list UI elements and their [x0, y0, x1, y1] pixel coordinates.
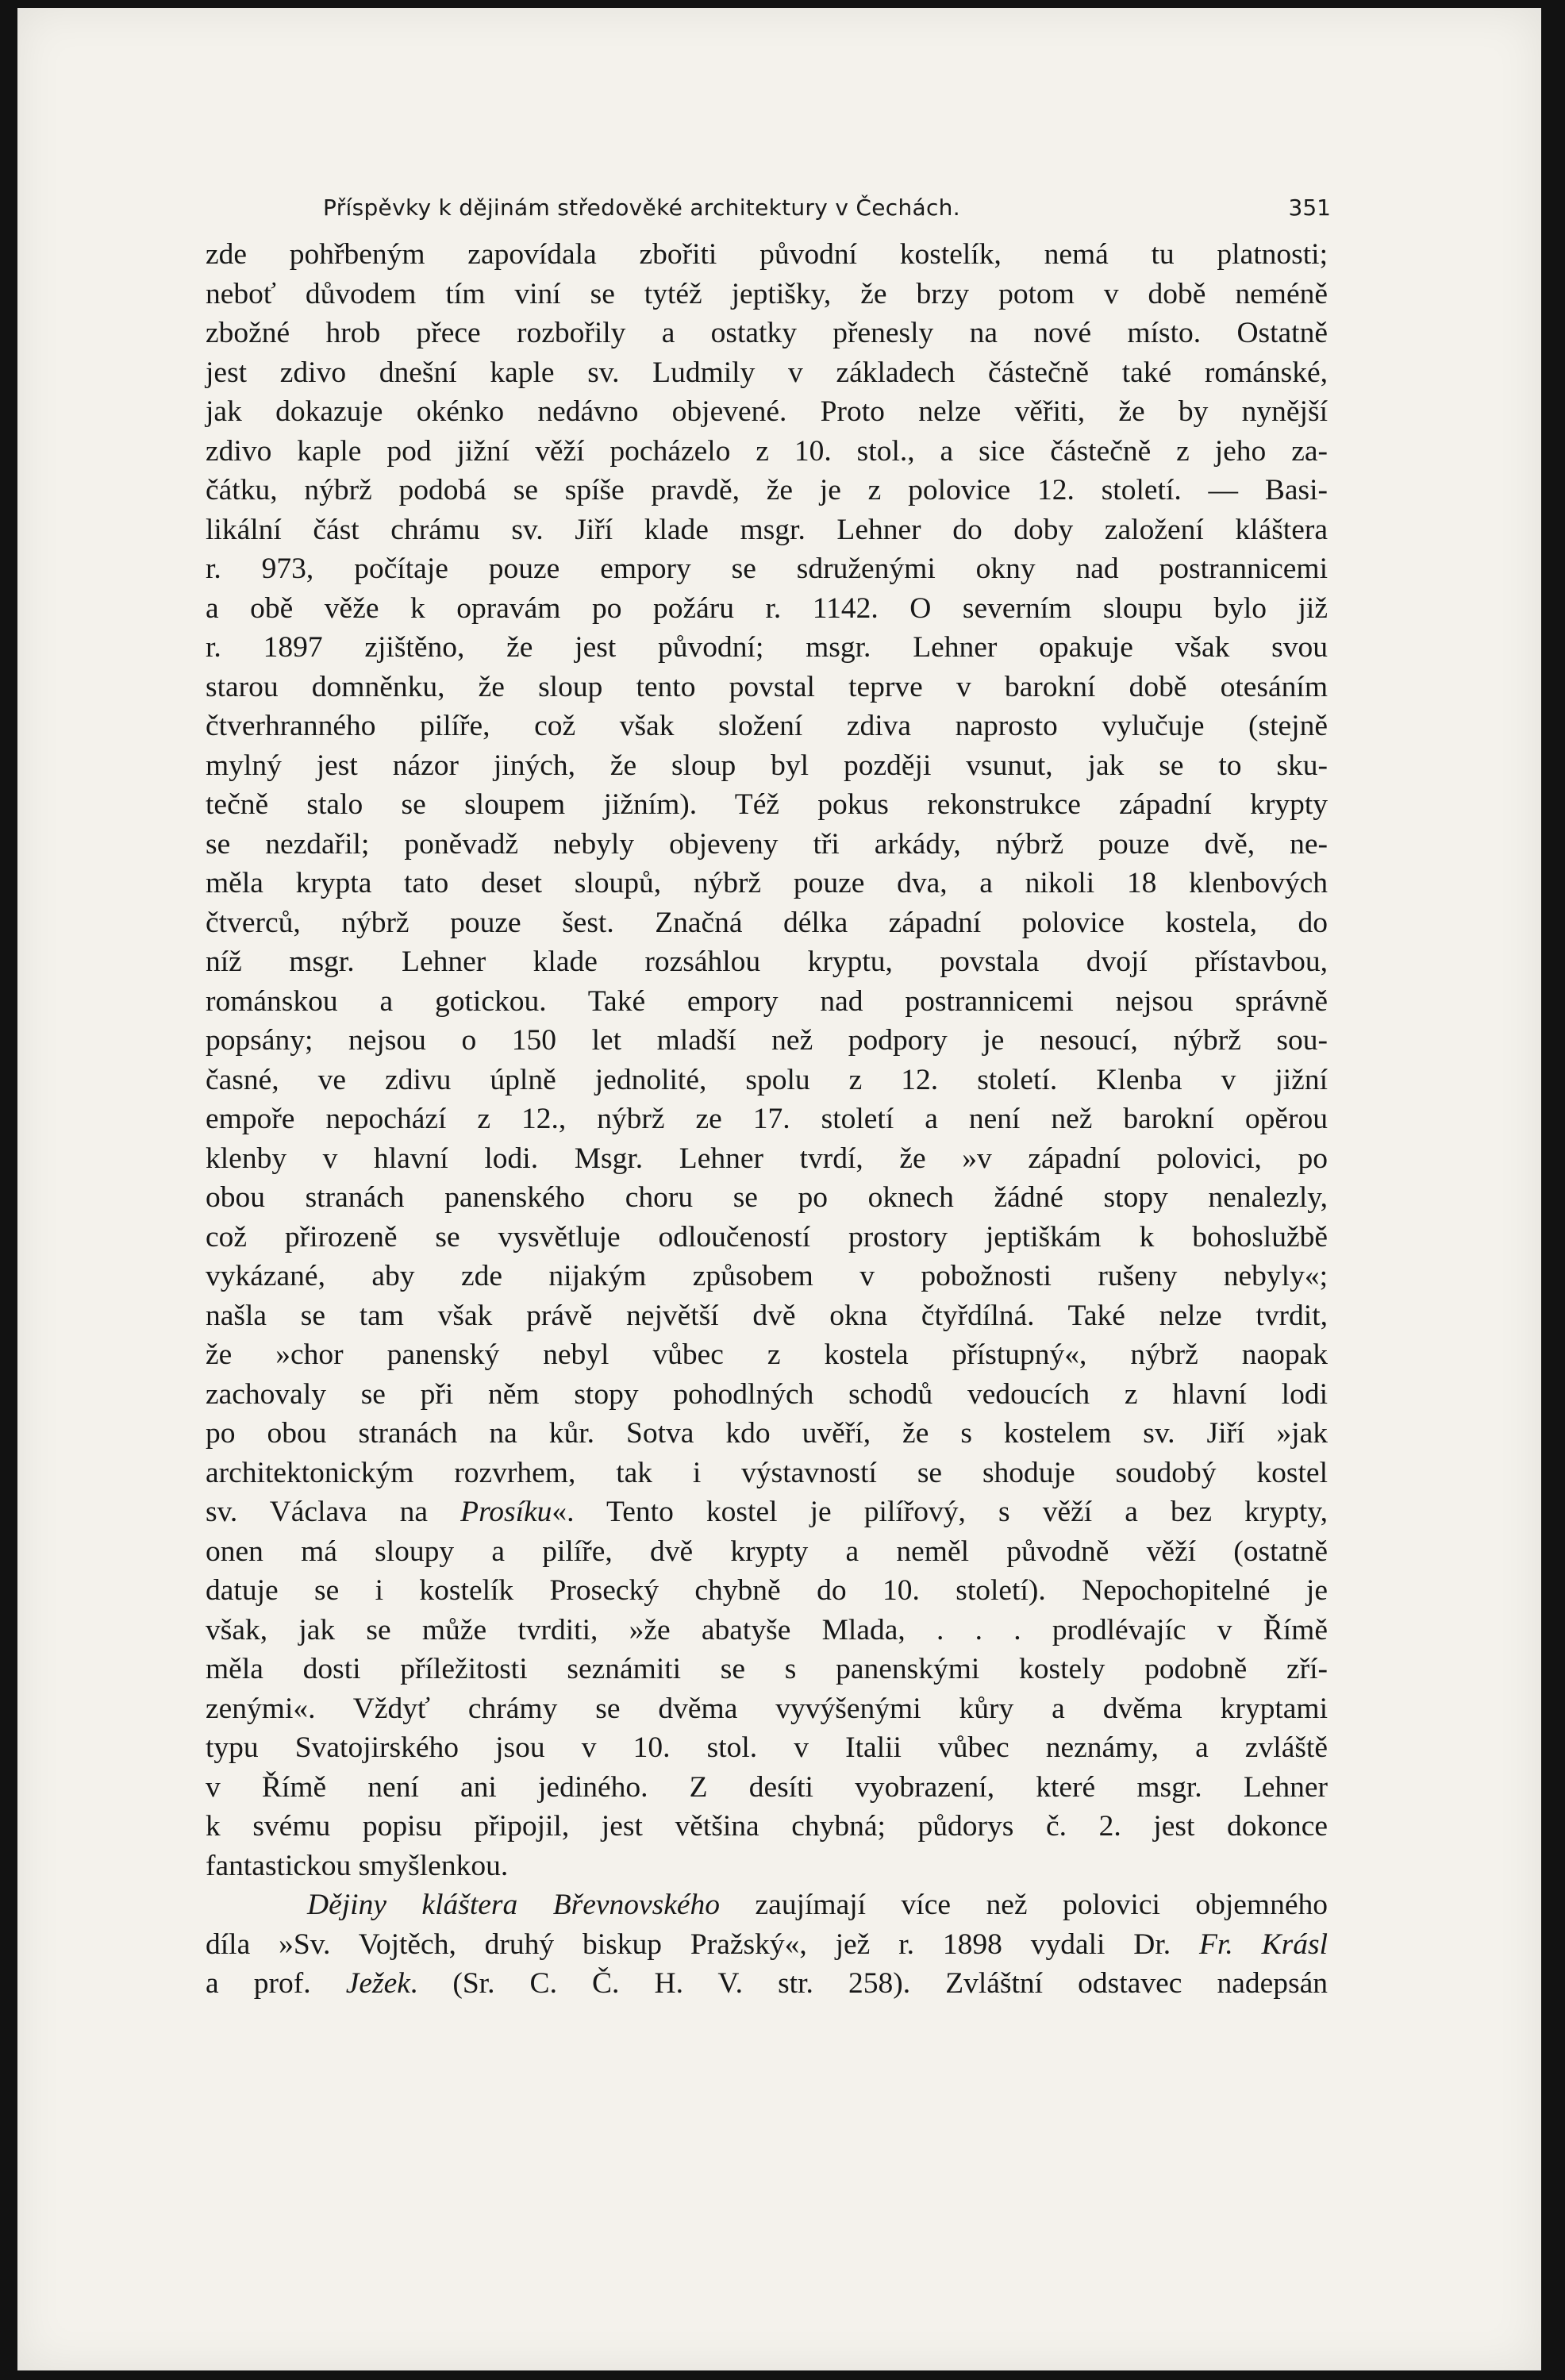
text-segment: zaujímají více než polovici objemného [720, 1889, 1328, 1921]
text-line: zachovaly se při něm stopy pohodlných schodů vedoucích z hlavní lodi [206, 1377, 1328, 1411]
text-line-last: fantastickou smyšlenkou. [206, 1849, 509, 1882]
text-line: v Římě není ani jediného. Z desíti vyobrazení, které msgr. Lehner [206, 1770, 1328, 1804]
text-line: měla krypta tato deset sloupů, nýbrž pouze dva, a nikoli 18 klenbových [206, 867, 1328, 899]
text-line: románskou a gotickou. Také empory nad postrannicemi nejsou správně [206, 984, 1328, 1018]
text-line-indented [206, 1885, 1328, 1925]
text-line: k svému popisu připojil, jest většina chybná; půdorys č. 2. jest dokonce [206, 1810, 1328, 1843]
text-line: klenby v hlavní lodi. Msgr. Lehner tvrdí, že »v západní polovici, po [206, 1142, 1328, 1175]
text-line: vykázané, aby zde nijakým způsobem v pobožnosti rušeny nebyly«; [206, 1260, 1328, 1292]
book-page [17, 8, 1541, 2370]
text-line: zenými«. Vždyť chrámy se dvěma vyvýšenými kůry a dvěma kryptami [206, 1692, 1328, 1725]
text-segment: díla »Sv. Vojtěch, druhý biskup Pražský«, jež r. 1898 vydali Dr. [206, 1927, 1200, 1961]
text-line: r. 973, počítaje pouze empory se sdruženými okny nad postrannicemi [206, 553, 1328, 585]
text-line: po obou stranách na kůr. Sotva kdo uvěří, že s kostelem sv. Jiří »jak [206, 1417, 1328, 1450]
text-line: datuje se i kostelík Prosecký chybně do 10. století). Nepochopitelné je [206, 1574, 1328, 1607]
text-line: čtverců, nýbrž pouze šest. Značná délka západní polovice kostela, do [206, 906, 1328, 939]
text-line: což přirozeně se vysvětluje odloučeností prostory jeptiškám k bohoslužbě [206, 1220, 1328, 1254]
body-text [206, 235, 1328, 2004]
text-segment: a prof. [206, 1967, 346, 2000]
text-line: jest zdivo dnešní kaple sv. Ludmily v základech částečně také románské, [206, 356, 1328, 389]
italic-author-name: Ježek [345, 1967, 410, 2000]
page-header [204, 194, 1331, 226]
text-line: zdivo kaple pod jižní věží pocházelo z 10. stol., a sice částečně z jeho za- [206, 434, 1328, 468]
text-line: zde pohřbeným zapovídala zbořiti původní kostelík, nemá tu platnosti; [206, 238, 1328, 271]
text-line: mylný jest názor jiných, že sloup byl později vsunut, jak se to sku- [206, 749, 1328, 782]
text-line [206, 1925, 1328, 1965]
text-segment: . (Sr. C. Č. H. V. str. 258). Zvláštní odstavec nadepsán [410, 1967, 1328, 2000]
text-line: časné, ve zdivu úplně jednolité, spolu z 12. století. Klenba v jižní [206, 1063, 1328, 1096]
text-line: likální část chrámu sv. Jiří klade msgr. Lehner do doby založení kláštera [206, 513, 1328, 546]
text-line [206, 1964, 1328, 2004]
paragraph-2 [206, 1885, 1328, 2004]
text-line: onen má sloupy a pilíře, dvě krypty a neměl původně věží (ostatně [206, 1535, 1328, 1568]
text-line: však, jak se může tvrditi, »že abatyše Mlada, . . . prodlévajíc v Římě [206, 1613, 1328, 1646]
text-segment: «. Tento kostel je pilířový, s věží a bez krypty, [552, 1496, 1329, 1528]
italic-author-name: Fr. Krásl [1199, 1927, 1328, 1961]
text-segment: sv. Václava na [206, 1496, 461, 1528]
text-line: čátku, nýbrž podobá se spíše pravdě, že je z polovice 12. století. — Basi- [206, 474, 1328, 506]
text-line: našla se tam však právě největší dvě okna čtyřdílná. Také nelze tvrdit, [206, 1299, 1328, 1332]
paragraph-1 [206, 235, 1328, 1885]
text-line: starou domněnku, že sloup tento povstal teprve v barokní době otesáním [206, 670, 1328, 703]
text-line: jak dokazuje okénko nedávno objevené. Proto nelze věřiti, že by nynější [206, 395, 1328, 428]
text-line: níž msgr. Lehner klade rozsáhlou kryptu, povstala dvojí přístavbou, [206, 945, 1328, 978]
text-line: že »chor panenský nebyl vůbec z kostela přístupný«, nýbrž naopak [206, 1338, 1328, 1371]
text-line: měla dosti příležitosti seznámiti se s panenskými kostely podobně zří- [206, 1653, 1328, 1685]
italic-place-name: Prosíku [460, 1496, 552, 1528]
text-line: typu Svatojirského jsou v 10. stol. v Italii vůbec neznámy, a zvláště [206, 1731, 1328, 1764]
text-line: a obě věže k opravám po požáru r. 1142. O severním sloupu bylo již [206, 591, 1328, 625]
running-head: Příspěvky k dějinám středověké architektury v Čechách. [323, 194, 960, 221]
text-line: obou stranách panenského choru se po oknech žádné stopy nenalezly, [206, 1181, 1328, 1214]
text-line: tečně stalo se sloupem jižním). Též pokus rekonstrukce západní krypty [206, 788, 1328, 821]
text-line: architektonickým rozvrhem, tak i výstavností se shoduje soudobý kostel [206, 1456, 1328, 1489]
text-line: neboť důvodem tím viní se tytéž jeptišky, že brzy potom v době neméně [206, 277, 1328, 310]
text-line: r. 1897 zjištěno, že jest původní; msgr. Lehner opakuje však svou [206, 631, 1328, 664]
italic-title: Dějiny kláštera Břevnovského [307, 1889, 721, 1921]
text-line: se nezdařil; poněvadž nebyly objeveny tři arkády, nýbrž pouze dvě, ne- [206, 827, 1328, 861]
text-line: čtverhranného pilíře, což však složení zdiva naprosto vylučuje (stejně [206, 710, 1328, 742]
text-line: zbožné hrob přece rozbořily a ostatky přenesly na nové místo. Ostatně [206, 317, 1328, 349]
text-line: popsány; nejsou o 150 let mladší než podpory je nesoucí, nýbrž sou- [206, 1024, 1328, 1057]
text-line-prosik [206, 1492, 1328, 1532]
page-number: 351 [1288, 194, 1331, 221]
text-line: empoře nepochází z 12., nýbrž ze 17. století a není než barokní opěrou [206, 1103, 1328, 1135]
